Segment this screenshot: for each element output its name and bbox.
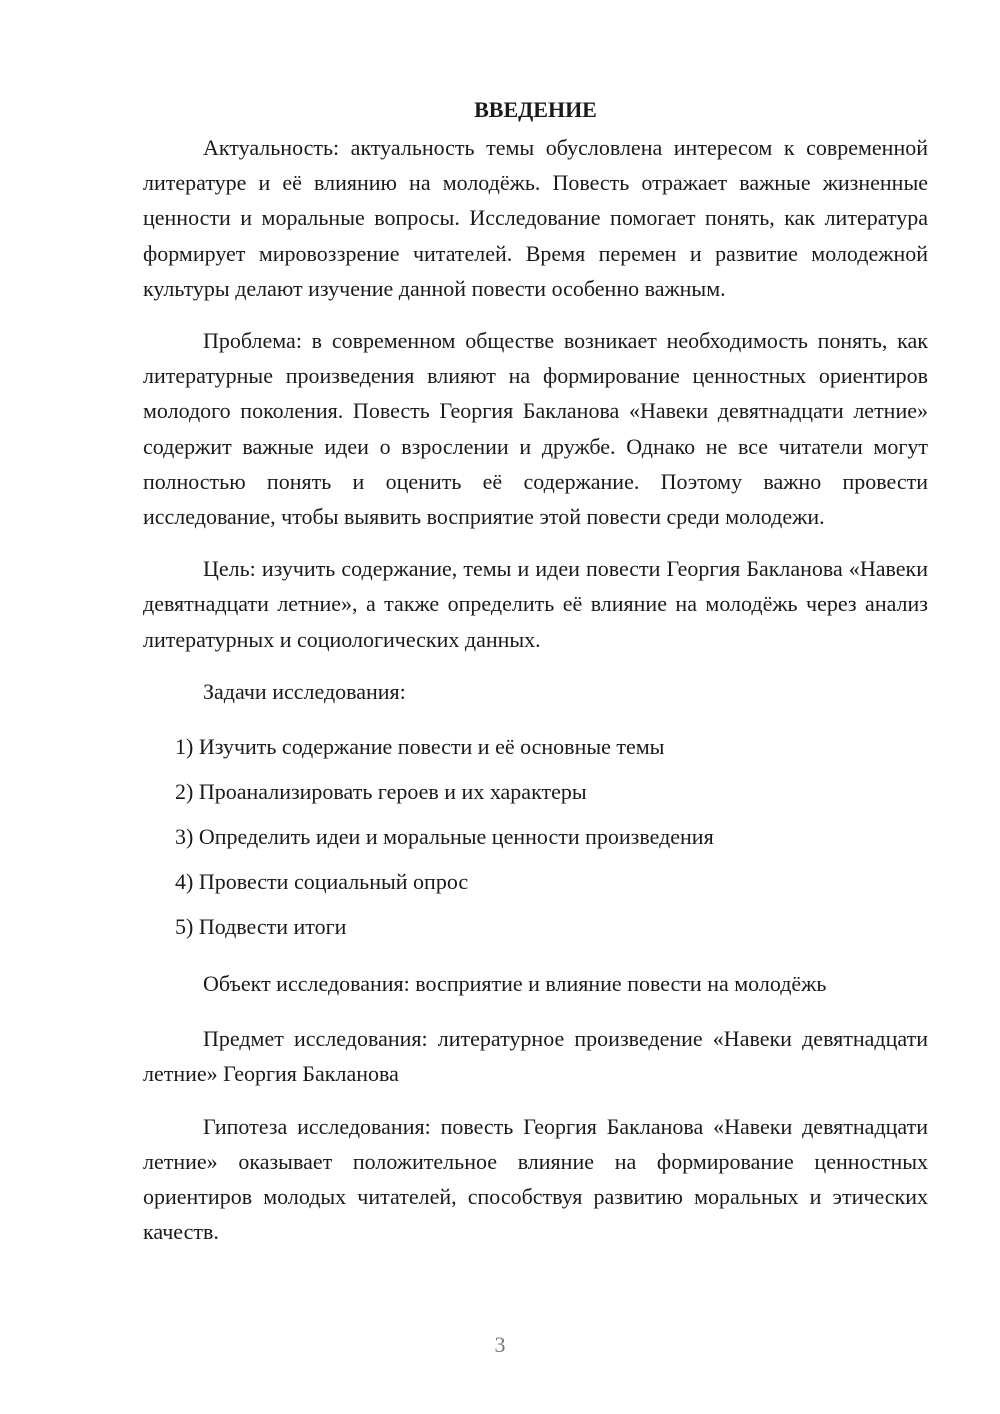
relevance-paragraph: Актуальность: актуальность темы обусловлена интересом к современной литературе и её влиянию на молодёжь. Повесть отражает важные жизненные ценности и моральные вопросы. Исследование помогает понять, как литература формирует мировоззрение читателей. Время перемен и развитие молодежной культуры делают изучение данной повести особенно важным. [143, 135, 928, 301]
list-item: 3) Определить идеи и моральные ценности произведения [175, 824, 714, 850]
page-body [143, 90, 928, 1266]
tasks-list [143, 729, 928, 944]
hypothesis-paragraph: Гипотеза исследования: повесть Георгия Бакланова «Навеки девятнадцати летние» оказывает положительное влияние на формирование ценностных ориентиров молодых читателей, способствуя развитию моральных и этических качеств. [143, 1113, 928, 1245]
list-item: 2) Проанализировать героев и их характеры [175, 779, 587, 805]
goal-paragraph: Цель: изучить содержание, темы и идеи повести Георгия Бакланова «Навеки девятнадцати летние», а также определить её влияние на молодёжь через анализ литературных и социологических данных. [143, 556, 928, 652]
object-paragraph: Объект исследования: восприятие и влияние повести на молодёжь [203, 971, 827, 997]
list-item: 4) Провести социальный опрос [175, 869, 469, 895]
page-title: ВВЕДЕНИЕ [474, 97, 597, 122]
tasks-heading: Задачи исследования: [203, 678, 406, 704]
page-number: 3 [494, 1332, 506, 1357]
problem-paragraph: Проблема: в современном обществе возникает необходимость понять, как литературные произведения влияют на формирование ценностных ориентиров молодого поколения. Повесть Георгия Бакланова «Навеки девятнадцати летние» содержит важные идеи о взрослении и дружбе. Однако не все читатели могут полностью понять и оценить её содержание. Поэтому важно провести исследование, чтобы выявить восприятие этой повести среди молодежи. [143, 328, 928, 530]
subject-paragraph: Предмет исследования: литературное произведение «Навеки девятнадцати летние» Георгия Бакланова [143, 1026, 928, 1087]
list-item: 5) Подвести итоги [175, 914, 347, 940]
list-item: 1) Изучить содержание повести и её основные темы [175, 734, 665, 760]
